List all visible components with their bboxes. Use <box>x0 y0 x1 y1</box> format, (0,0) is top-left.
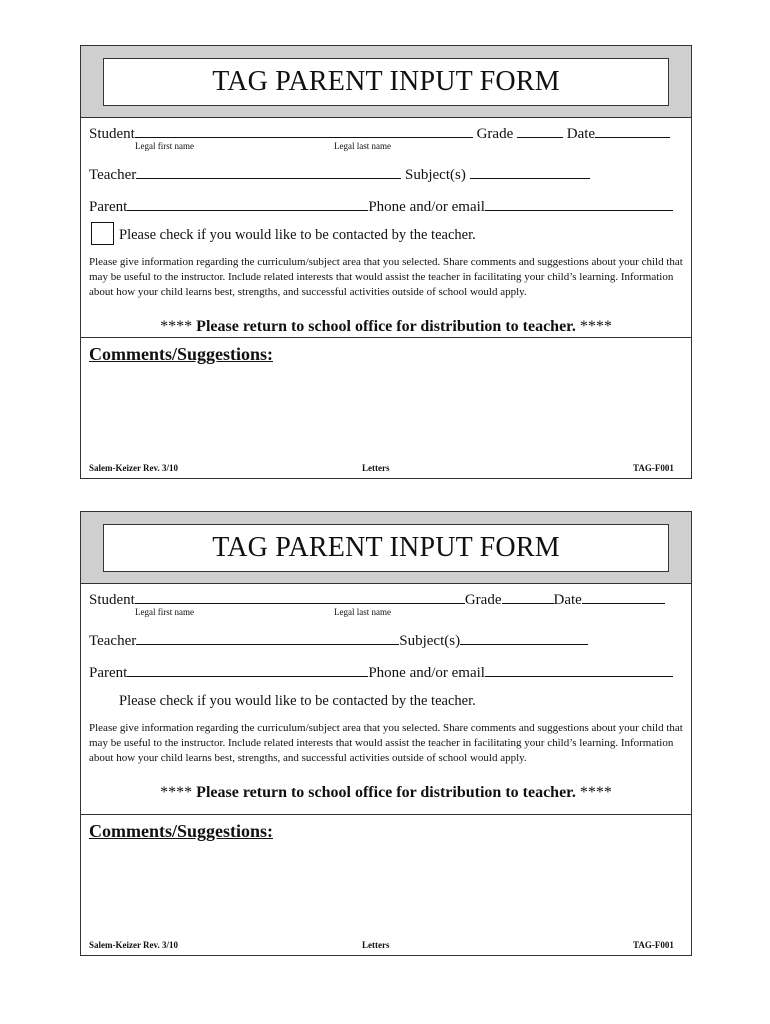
contact-checkbox[interactable] <box>91 222 114 245</box>
stars-right: **** <box>575 784 612 801</box>
student-name-field[interactable] <box>135 123 473 138</box>
parent-label: Parent <box>89 665 128 681</box>
stars-left: **** <box>160 318 197 335</box>
return-text: Please return to school office for distribution to teacher. <box>196 784 576 801</box>
student-line <box>89 589 665 609</box>
footer-category: Letters <box>362 940 390 950</box>
student-name-field[interactable] <box>135 589 465 604</box>
instructions-paragraph: Please give information regarding the curriculum/subject area that you selected. Share comments and suggestions about your child that may be useful to the instructor. Include related interests that would assist the teacher in facilitating your child’s learning. Information about how your child learns best, strengths, and successful activities outside of school would apply. <box>89 722 683 764</box>
footer-form-code: TAG-F001 <box>633 940 674 950</box>
phone-email-field[interactable] <box>485 196 673 211</box>
legal-first-name-hint: Legal first name <box>135 607 194 617</box>
legal-last-name-hint: Legal last name <box>334 607 391 617</box>
stars-right: **** <box>575 318 612 335</box>
subjects-label: Subject(s) <box>399 633 461 649</box>
form-title: TAG PARENT INPUT FORM <box>103 58 669 106</box>
student-label: Student <box>89 126 135 142</box>
footer-category: Letters <box>362 463 390 473</box>
footer-revision: Salem-Keizer Rev. 3/10 <box>89 940 179 950</box>
teacher-label: Teacher <box>89 167 137 183</box>
parent-input-form-bottom <box>80 511 692 956</box>
parent-input-form-top <box>80 45 692 479</box>
return-text: Please return to school office for distribution to teacher. <box>196 318 576 335</box>
return-instruction <box>81 318 691 336</box>
grade-field[interactable] <box>502 589 554 604</box>
grade-field[interactable] <box>517 123 563 138</box>
comments-heading: Comments/Suggestions: <box>89 821 274 841</box>
legal-last-name-hint: Legal last name <box>334 141 391 151</box>
grade-label: Grade <box>472 126 517 142</box>
phone-email-label: Phone and/or email <box>368 199 485 215</box>
date-field[interactable] <box>595 123 670 138</box>
parent-line <box>89 196 673 216</box>
contact-checkbox-label: Please check if you would like to be contacted by the teacher. <box>119 227 476 243</box>
teacher-line <box>89 630 588 650</box>
grade-label: Grade <box>464 592 502 608</box>
teacher-line <box>89 164 590 184</box>
form-header <box>81 46 691 118</box>
subjects-label: Subject(s) <box>401 167 470 183</box>
stars-left: **** <box>160 784 197 801</box>
footer-form-code: TAG-F001 <box>633 463 674 473</box>
section-divider <box>81 337 691 338</box>
subjects-field[interactable] <box>470 164 590 179</box>
parent-label: Parent <box>89 199 128 215</box>
date-label: Date <box>563 126 596 142</box>
date-label: Date <box>553 592 582 608</box>
teacher-label: Teacher <box>89 633 137 649</box>
subjects-field[interactable] <box>460 630 588 645</box>
comments-heading: Comments/Suggestions: <box>89 344 274 364</box>
student-line <box>89 123 670 143</box>
section-divider <box>81 814 691 815</box>
phone-email-field[interactable] <box>485 662 673 677</box>
teacher-field[interactable] <box>136 164 401 179</box>
teacher-field[interactable] <box>136 630 399 645</box>
date-field[interactable] <box>582 589 665 604</box>
form-title: TAG PARENT INPUT FORM <box>103 524 669 572</box>
form-header <box>81 512 691 584</box>
footer-revision: Salem-Keizer Rev. 3/10 <box>89 463 179 473</box>
contact-checkbox-label: Please check if you would like to be contacted by the teacher. <box>119 693 476 709</box>
parent-line <box>89 662 673 682</box>
phone-email-label: Phone and/or email <box>368 665 485 681</box>
return-instruction <box>81 784 691 802</box>
parent-field[interactable] <box>127 196 368 211</box>
legal-first-name-hint: Legal first name <box>135 141 194 151</box>
student-label: Student <box>89 592 135 608</box>
instructions-paragraph: Please give information regarding the curriculum/subject area that you selected. Share comments and suggestions about your child that may be useful to the instructor. Include related interests that would assist the teacher in facilitating your child’s learning. Information about how your child learns best, strengths, and successful activities outside of school would apply. <box>89 256 683 298</box>
parent-field[interactable] <box>127 662 368 677</box>
